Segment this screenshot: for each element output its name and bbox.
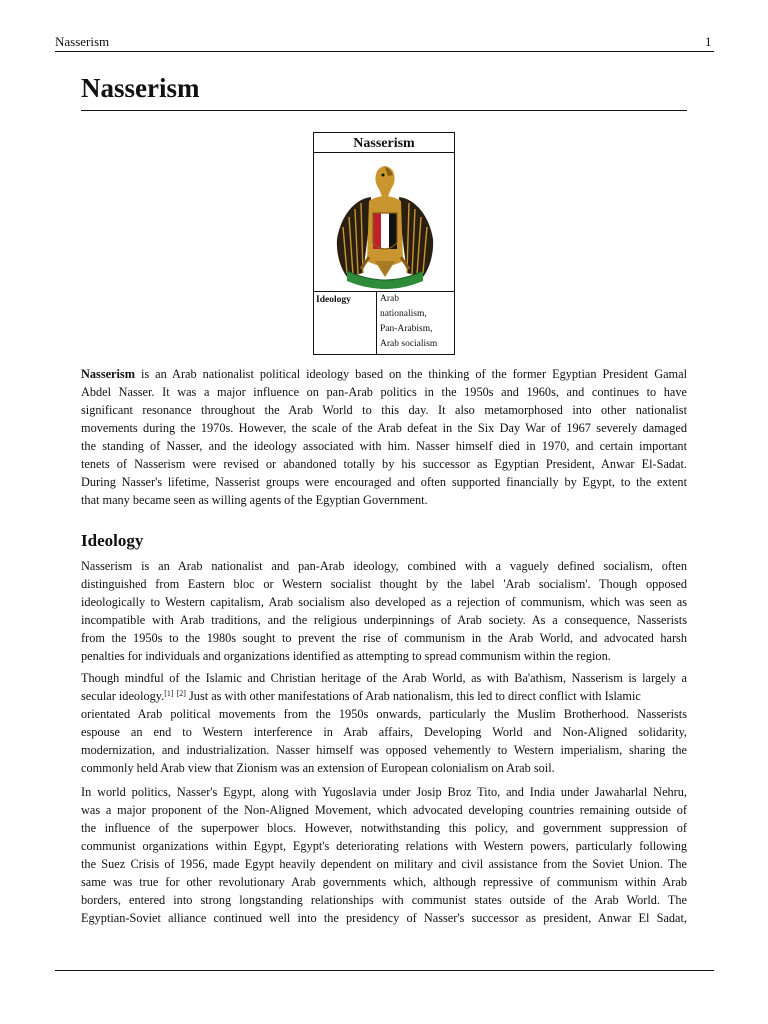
infobox-value-line: Pan-Arabism, [380, 324, 433, 334]
paragraph-line: penalties for individuals and organizations identified as attempting to spread communism within the region. [81, 649, 611, 663]
infobox-value-line: nationalism, [380, 309, 427, 319]
infobox [313, 132, 455, 355]
header-rule [55, 51, 714, 52]
bold-term: Nasserism [81, 367, 135, 381]
paragraph-line: orientated Arab political movements from the 1950s onwards, particularly the Muslim Brotherhood. Nasserists [81, 707, 687, 721]
paragraph-line: that many became seen as willing agents of the Egyptian Government. [81, 493, 428, 507]
infobox-title: Nasserism [314, 133, 454, 153]
paragraph-line: In world politics, Nasser's Egypt, along with Yugoslavia under Josip Broz Tito, and India under Jawaharlal Nehru, [81, 785, 687, 799]
paragraph-line: ideologically to Western capitalism, Arab socialism also developed as a rejection of communism, which was seen as [81, 595, 687, 609]
ideology-paragraph-2 [81, 669, 687, 777]
ideology-paragraph-1 [81, 557, 687, 665]
paragraph-line: same was true for other revolutionary Arab governments which, although repressive of communism within Arab [81, 875, 687, 889]
paragraph-line: Abdel Nasser. It was a major influence on pan-Arab politics in the 1950s and 1960s, and continues to have [81, 385, 687, 399]
paragraph-line: During Nasser's lifetime, Nasserist groups were encouraged and often supported financially by Egypt, to the extent [81, 475, 687, 489]
infobox-label-ideology: Ideology [316, 295, 351, 305]
infobox-column-divider [376, 291, 377, 355]
citation-link[interactable]: [2] [176, 689, 186, 698]
title-rule [81, 110, 687, 111]
page-title: Nasserism [81, 73, 200, 103]
page-number: 1 [705, 34, 712, 49]
paragraph-line: incompatible with Arab traditions, and the religious underpinnings of Arab society. As a consequence, Nasserists [81, 613, 687, 627]
paragraph-line: from the 1950s to the 1980s sought to prevent the rise of communism in the Arab World, and advocated harsh [81, 631, 687, 645]
paragraph-line: communist organizations within Egypt, Egypt's deteriorating relations with Western powers, particularly following [81, 839, 687, 853]
running-header-title: Nasserism [55, 34, 110, 49]
eagle-of-saladin-emblem-icon [333, 157, 437, 293]
ideology-paragraph-3 [81, 783, 687, 927]
paragraph-line: tenets of Nasserism were revised or abandoned totally by his successor as Egyptian President, Anwar El-Sadat. [81, 457, 687, 471]
paragraph-line: Though mindful of the Islamic and Christian heritage of the Arab World, as with Ba'athism, Nasserism is largely a [81, 671, 687, 685]
infobox-value-line: Arab socialism [380, 339, 438, 349]
paragraph-line: borders, entered into strong longstanding relationships with communist states outside of the Arab World. The [81, 893, 687, 907]
paragraph-line: was a major proponent of the Non-Aligned Movement, which advocated developing countries remaining outside of [81, 803, 687, 817]
paragraph-line: secular ideology.[1] [2] Just as with other manifestations of Arab nationalism, this led to direct conflict with Islamic [81, 689, 641, 703]
paragraph-line: the influence of the superpower blocs. However, notwithstanding this policy, and government suppression of [81, 821, 687, 835]
paragraph-line: the standing of Nasser, and the ideology associated with him. Nasser himself died in 1970, and certain important [81, 439, 687, 453]
paragraph-line: commonly held Arab view that Zionism was an extension of European colonialism on Arab soil. [81, 761, 555, 775]
paragraph-line: significant resonance throughout the Arab World to this day. It also metamorphosed into other nationalist [81, 403, 687, 417]
paragraph-line: Nasserism is an Arab nationalist political ideology based on the thinking of the former Egyptian President Gamal [81, 367, 687, 381]
paragraph-line: Egyptian-Soviet alliance continued well into the presidency of Nasser's successor as president, Anwar El Sadat, [81, 911, 687, 925]
citation-link[interactable]: [1] [164, 689, 174, 698]
paragraph-line: modernization, and industrialization. Nasser himself was opposed vehemently to Western imperialism, sharing the [81, 743, 687, 757]
paragraph-line: the Suez Crisis of 1956, made Egypt heavily dependent on military and civil assistance from the Soviet Union. The [81, 857, 687, 871]
intro-paragraph [81, 365, 687, 509]
footer-rule [55, 970, 714, 971]
paragraph-line: espouse an end to Western interference in Arab affairs, Developing World and Non-Aligned solidarity, [81, 725, 687, 739]
infobox-value-ideology [380, 292, 452, 352]
paragraph-line: movements during the 1970s. However, the scale of the Arab defeat in the Six Day War of 1967 severely damaged [81, 421, 687, 435]
section-heading-ideology: Ideology [81, 531, 144, 550]
paragraph-line: distinguished from Eastern bloc or Western socialist thought by the label 'Arab socialism'. Though opposed [81, 577, 687, 591]
infobox-value-line: Arab [380, 294, 399, 304]
paragraph-line: Nasserism is an Arab nationalist and pan-Arab ideology, combined with a vaguely defined socialism, often [81, 559, 687, 573]
